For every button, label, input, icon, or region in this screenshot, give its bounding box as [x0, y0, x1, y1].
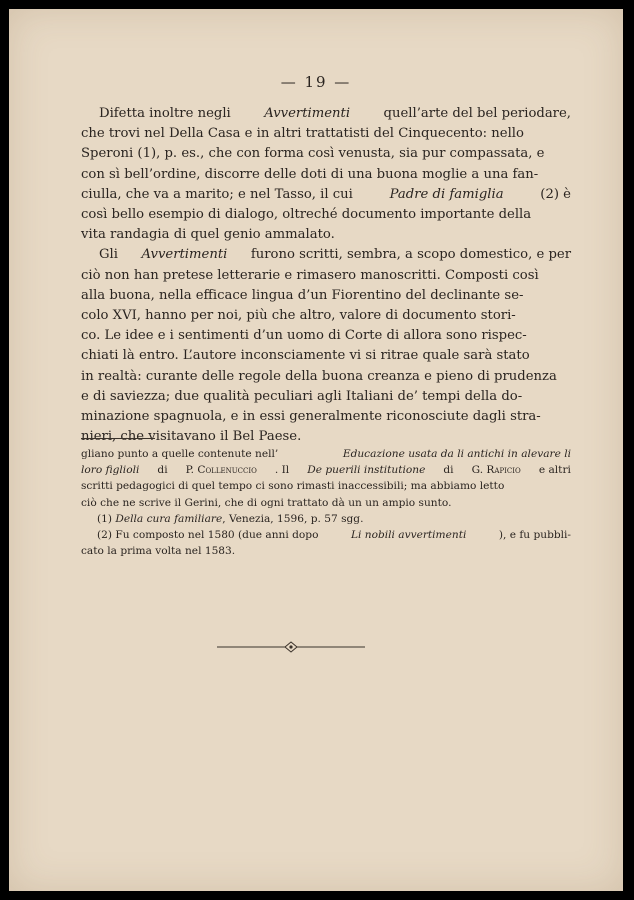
- text-line: in realtà: curante delle regole della buona creanza e pieno di prudenza: [81, 368, 557, 384]
- text-line: ciò non han pretese letterarie e rimasero manoscritti. Composti così: [81, 267, 539, 283]
- page-sheet: [9, 9, 623, 891]
- paragraph-2: [81, 245, 571, 447]
- footnote-rule: [81, 438, 155, 439]
- text-line: e di saviezza; due qualità peculiari agli Italiani de’ tempi della do-: [81, 388, 523, 404]
- footnote-line: gliano punto a quelle contenute nell’ Educazione usata da li antichi in alevare li: [81, 448, 571, 460]
- text-line: colo XVI, hanno per noi, più che altro, valore di documento stori-: [81, 308, 516, 324]
- text-line: nieri, che visitavano il Bel Paese.: [81, 429, 302, 445]
- text-line: alla buona, nella efficace lingua d’un Fiorentino del declinante se-: [81, 287, 524, 303]
- footnote-line: loro figlioli di P. Collenuccio . Il De puerili institutione di G. Rapicio e altri: [81, 464, 571, 477]
- text-line: co. Le idee e i sentimenti d’un uomo di Corte di allora sono rispec-: [81, 328, 527, 344]
- footnote-line: cato la prima volta nel 1583.: [81, 545, 236, 558]
- ornament-divider: [215, 640, 367, 654]
- footnote-line: ciò che ne scrive il Gerini, che di ogni trattato dà un un ampio sunto.: [81, 496, 452, 509]
- text-line: Gli Avvertimenti furono scritti, sembra, a scopo domestico, e per: [99, 247, 571, 263]
- footnote-2: (2) Fu composto nel 1580 (due anni dopo Li nobili avvertimenti ), e fu pubbli-: [97, 529, 571, 542]
- text-line: ciulla, che va a marito; e nel Tasso, il cui Padre di famiglia (2) è: [81, 186, 571, 202]
- main-text: [81, 104, 571, 447]
- footnote-1: (1) Della cura familiare , Venezia, 1596, p. 57 sgg.: [97, 512, 364, 525]
- text-line: chiati là entro. L’autore inconsciamente vi si ritrae quale sarà stato: [81, 348, 530, 364]
- text-line: Difetta inoltre negli Avvertimenti quell’arte del bel periodare,: [99, 106, 571, 121]
- footnote-line: scritti pedagogici di quel tempo ci sono rimasti inaccessibili; ma abbiamo letto: [81, 480, 505, 493]
- text-line: vita randagia di quel genio ammalato.: [81, 227, 335, 243]
- page-number: — 19 —: [280, 73, 352, 91]
- text-line: che trovi nel Della Casa e in altri trattatisti del Cinquecento: nello: [81, 126, 524, 142]
- paragraph-1: [81, 104, 571, 245]
- text-line: minazione spagnuola, e in essi generalmente riconosciute dagli stra-: [81, 409, 541, 425]
- footnotes: [81, 446, 571, 559]
- text-line: con sì bell’ordine, discorre delle doti di una buona moglie a una fan-: [81, 166, 539, 182]
- text-line: così bello esempio di dialogo, oltreché documento importante della: [81, 207, 532, 223]
- text-line: Speroni (1), p. es., che con forma così venusta, sia pur compassata, e: [81, 146, 545, 162]
